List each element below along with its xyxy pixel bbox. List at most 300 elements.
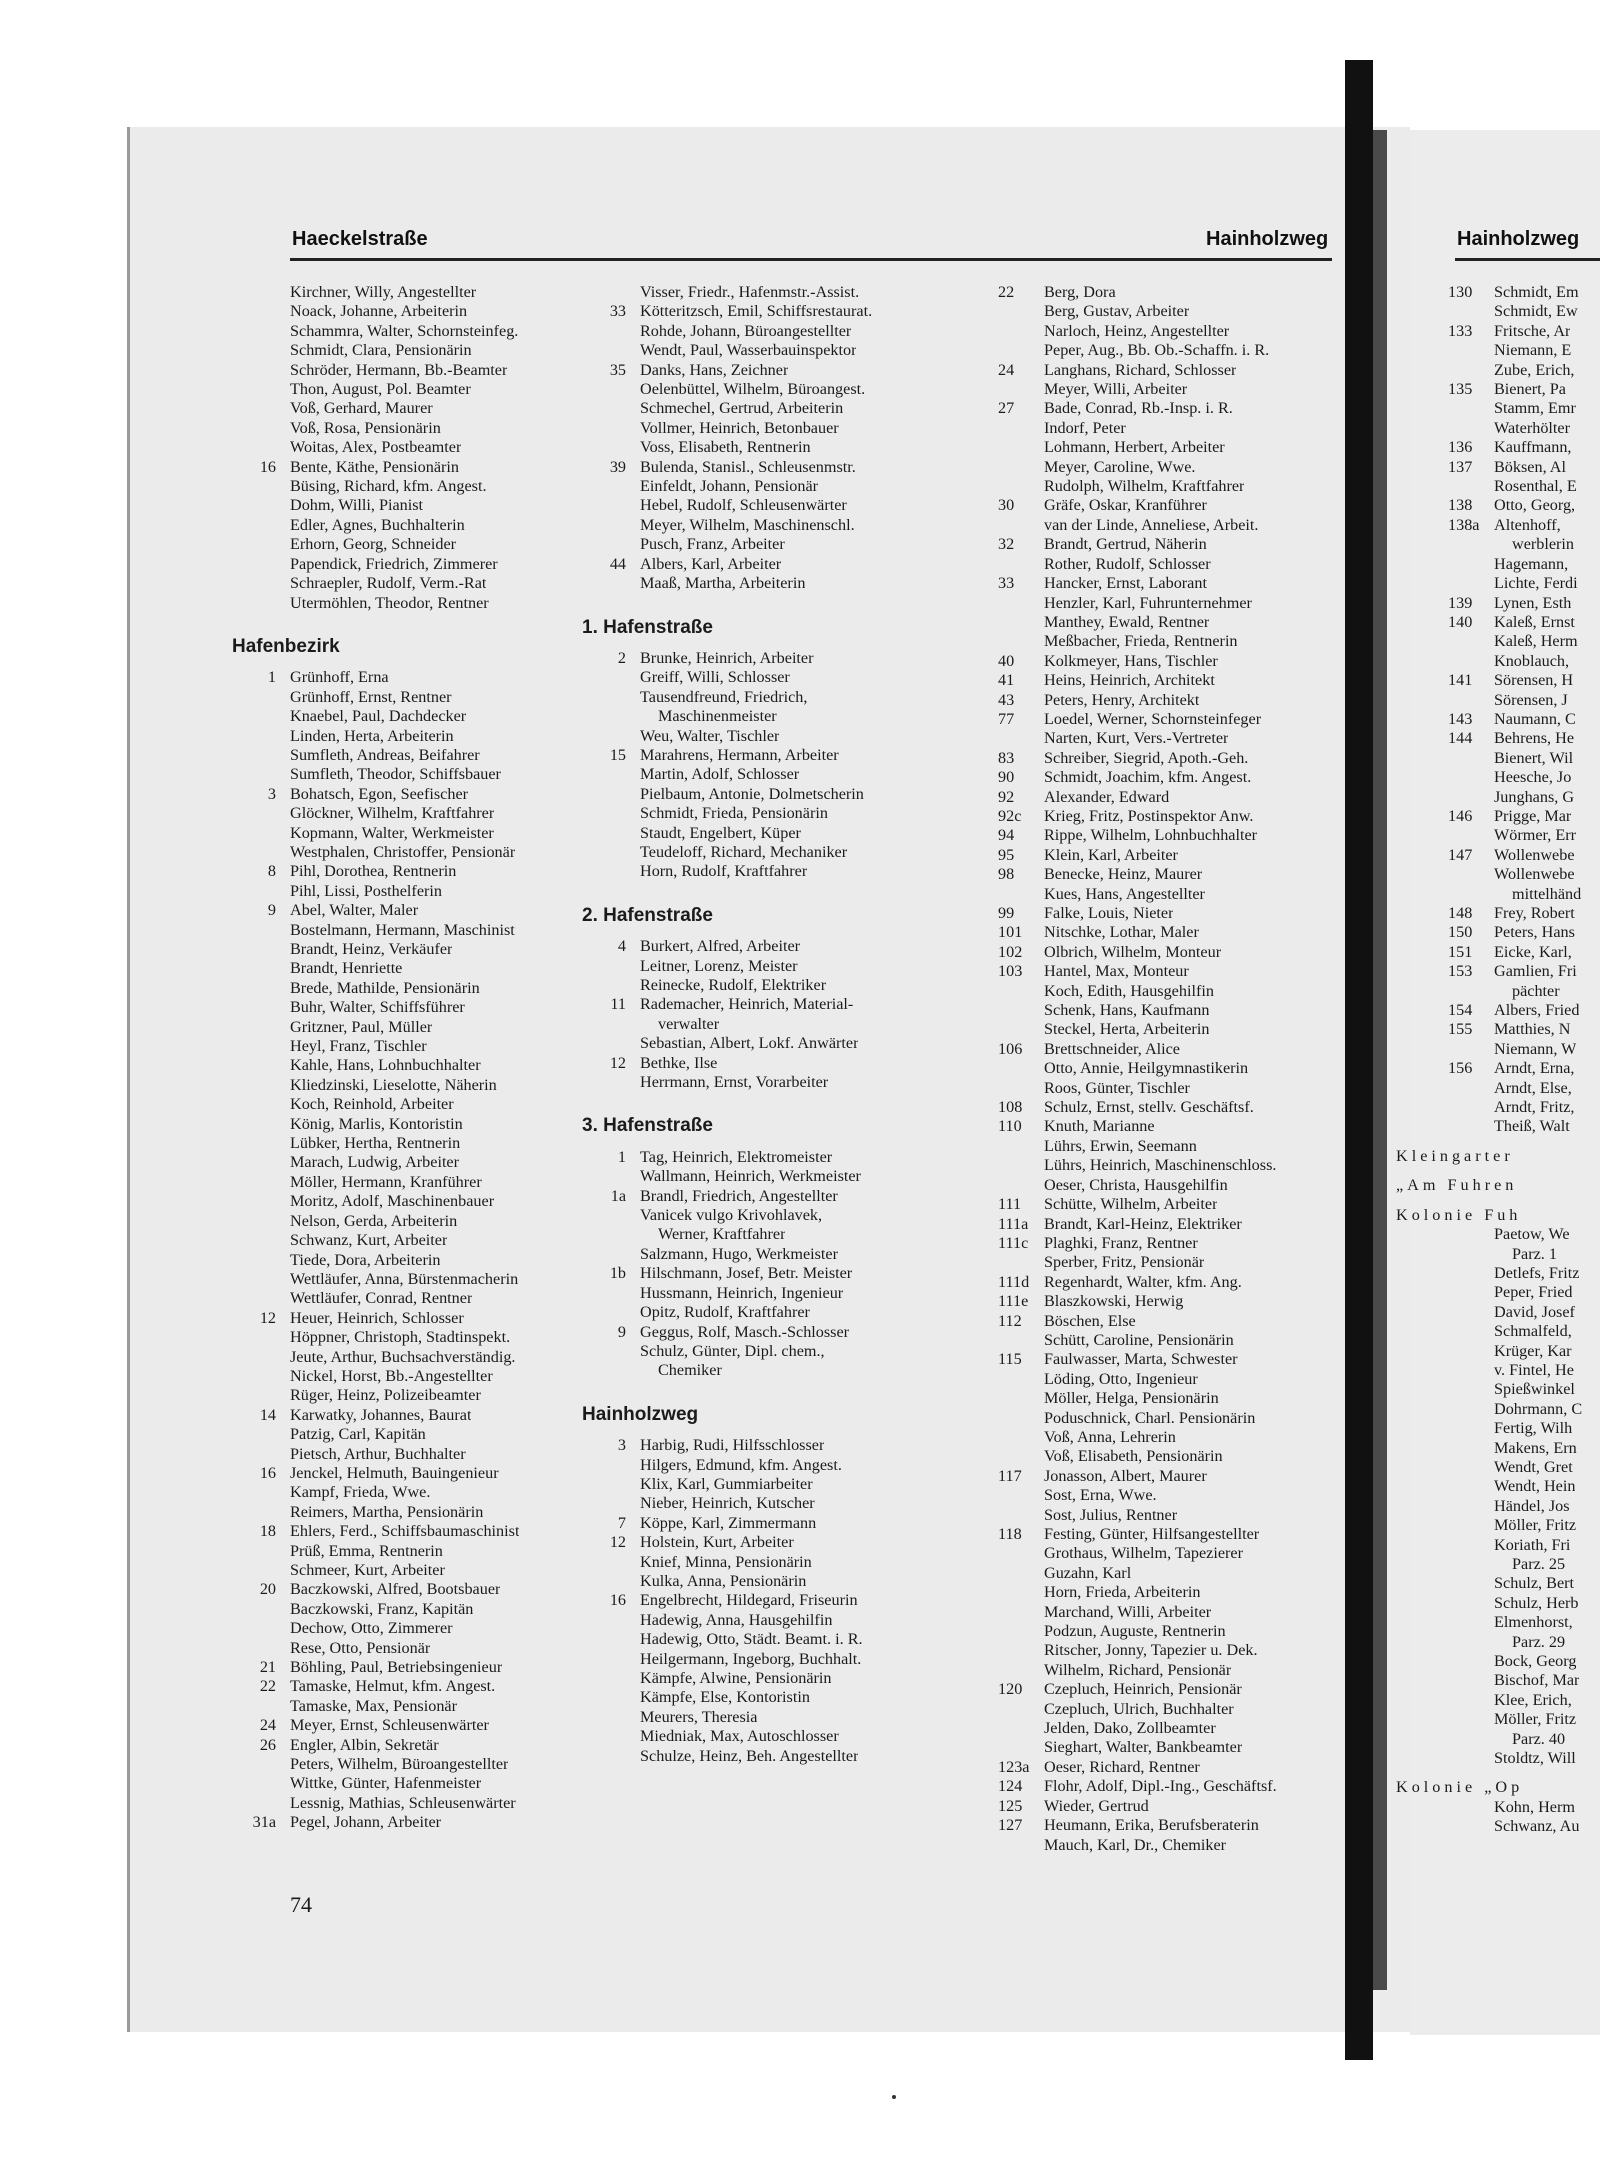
resident-text: Vanicek vulgo Krivohlavek,	[640, 1206, 823, 1225]
resident-text: Dechow, Otto, Zimmerer	[290, 1619, 453, 1638]
resident-text: Parz. 29	[1512, 1632, 1566, 1651]
resident-entry	[609, 1264, 985, 1283]
house-number: 127	[998, 1816, 1023, 1835]
house-number: 125	[998, 1796, 1023, 1815]
resident-text: Wallmann, Heinrich, Werkmeister	[640, 1167, 861, 1186]
resident-entry	[998, 1680, 1346, 1699]
resident-text: Linden, Herta, Arbeiterin	[290, 726, 454, 745]
resident-text: Händel, Jos	[1494, 1496, 1570, 1515]
resident-entry	[1448, 1594, 1600, 1613]
house-number: 111	[998, 1195, 1022, 1214]
house-number	[238, 438, 290, 457]
house-number: 154	[1448, 1001, 1473, 1020]
resident-entry	[998, 1525, 1346, 1544]
resident-entry	[1448, 1040, 1600, 1059]
resident-entry	[640, 1688, 985, 1707]
house-number	[238, 574, 290, 593]
resident-entry	[998, 1622, 1346, 1641]
resident-entry	[290, 1056, 630, 1075]
resident-entry	[290, 1095, 630, 1114]
resident-text: Krieg, Fritz, Postinspektor Anw.	[1044, 806, 1254, 825]
resident-text: Karwatky, Johannes, Baurat	[290, 1405, 472, 1424]
resident-text: Roos, Günter, Tischler	[1044, 1078, 1190, 1097]
house-number	[1448, 1342, 1494, 1361]
resident-text: Fritsche, Ar	[1494, 321, 1571, 340]
resident-entry	[640, 727, 985, 746]
resident-text: Parz. 40	[1512, 1729, 1566, 1748]
resident-entry	[998, 671, 1346, 690]
resident-entry	[617, 648, 985, 668]
house-number: 151	[1448, 942, 1473, 961]
house-number	[238, 1328, 290, 1347]
resident-entry	[998, 1137, 1346, 1156]
resident-text: Einfeldt, Johann, Pensionär	[640, 477, 819, 496]
house-number	[238, 516, 290, 535]
resident-text: Schmidt, Frieda, Pensionärin	[640, 804, 828, 823]
resident-entry	[640, 380, 985, 399]
house-number	[588, 1342, 640, 1361]
resident-entry	[609, 457, 985, 477]
resident-text: Nelson, Gerda, Arbeiterin	[290, 1211, 458, 1230]
house-number: 138	[1448, 496, 1473, 515]
resident-entry	[617, 1513, 985, 1533]
next-page-header-rule	[1455, 258, 1600, 261]
house-number	[588, 574, 640, 593]
resident-entry	[290, 824, 630, 843]
resident-entry	[1448, 1098, 1600, 1117]
house-number: 35	[609, 360, 626, 379]
house-number	[238, 1095, 290, 1114]
house-number: 111d	[998, 1272, 1030, 1291]
resident-entry	[1448, 302, 1600, 321]
header-rule	[290, 258, 1332, 261]
resident-text: Brandt, Gertrud, Näherin	[1044, 535, 1207, 554]
resident-entry	[998, 1797, 1346, 1816]
street-heading: Hafenbezirk	[232, 635, 340, 657]
resident-text: Kampf, Frieda, Wwe.	[290, 1483, 431, 1502]
house-number: 1a	[610, 1186, 626, 1205]
house-number: 117	[998, 1466, 1022, 1485]
house-number	[998, 885, 1044, 904]
house-number	[998, 1428, 1044, 1447]
resident-text: Holstein, Kurt, Arbeiter	[640, 1533, 794, 1552]
resident-entry	[1448, 807, 1600, 826]
book-spine	[1345, 60, 1373, 2060]
house-number	[1448, 341, 1494, 360]
resident-text: Bienert, Pa	[1494, 380, 1566, 399]
resident-text: König, Marlis, Kontoristin	[290, 1114, 463, 1133]
resident-text: Wendt, Paul, Wasserbauinspektor	[640, 341, 857, 360]
resident-text: Indorf, Peter	[1044, 418, 1126, 437]
resident-entry	[1448, 1671, 1600, 1690]
resident-entry	[267, 668, 630, 687]
resident-text: Wendt, Hein	[1494, 1477, 1576, 1496]
resident-entry	[640, 496, 985, 515]
resident-text: Arndt, Fritz,	[1494, 1098, 1575, 1117]
house-number	[238, 1697, 290, 1716]
resident-entry	[290, 707, 630, 726]
resident-text: Meyer, Ernst, Schleusenwärter	[290, 1716, 489, 1735]
house-number: 136	[1448, 438, 1473, 457]
resident-text: Kötteritzsch, Emil, Schiffsrestaurat.	[640, 302, 873, 321]
resident-entry	[610, 1186, 985, 1206]
resident-entry	[640, 1747, 985, 1766]
resident-entry	[259, 1580, 630, 1599]
resident-entry	[1448, 1001, 1600, 1020]
house-number	[238, 979, 290, 998]
resident-text: Matthies, N	[1494, 1020, 1571, 1039]
resident-text: Werner, Kraftfahrer	[658, 1225, 786, 1244]
resident-text: Peters, Wilhelm, Büroangestellter	[290, 1755, 509, 1774]
house-number: 83	[998, 748, 1015, 767]
resident-entry	[1448, 652, 1600, 671]
resident-text: Herrmann, Ernst, Vorarbeiter	[640, 1073, 829, 1092]
resident-entry	[998, 477, 1346, 496]
resident-entry	[290, 1483, 630, 1502]
resident-entry	[1448, 1691, 1600, 1710]
page-number: 74	[290, 1892, 312, 1917]
resident-entry	[1448, 1477, 1600, 1496]
house-number	[238, 688, 290, 707]
resident-text: Dohrmann, C	[1494, 1399, 1583, 1418]
resident-text: Jonasson, Albert, Maurer	[1044, 1466, 1207, 1485]
resident-text: Patzig, Carl, Kapitän	[290, 1425, 426, 1444]
resident-entry	[290, 804, 630, 823]
resident-text: Noack, Johanne, Arbeiterin	[290, 302, 468, 321]
resident-text: Stoldtz, Will	[1494, 1749, 1576, 1768]
resident-entry	[998, 1292, 1346, 1311]
house-number: 95	[998, 845, 1015, 864]
resident-text: Sörensen, H	[1494, 671, 1574, 690]
house-number	[998, 1603, 1044, 1622]
resident-text: Wettläufer, Conrad, Rentner	[290, 1289, 473, 1308]
resident-text: Lührs, Erwin, Seemann	[1044, 1136, 1197, 1155]
resident-entry	[290, 302, 630, 321]
resident-entry	[640, 843, 985, 862]
house-number	[1448, 555, 1494, 574]
resident-entry	[640, 341, 985, 360]
house-number: 1b	[609, 1264, 626, 1283]
resident-text: Maaß, Martha, Arbeiterin	[640, 574, 806, 593]
resident-entry	[998, 1020, 1346, 1039]
resident-text: Lübker, Hertha, Rentnerin	[290, 1134, 461, 1153]
resident-entry	[290, 1270, 630, 1289]
resident-text: Teudeloff, Richard, Mechaniker	[640, 842, 848, 861]
resident-entry	[290, 1386, 630, 1405]
house-number: 123a	[998, 1757, 1030, 1776]
resident-text: Bohatsch, Egon, Seefischer	[290, 784, 469, 803]
house-number	[238, 959, 290, 978]
resident-text: Altenhoff,	[1494, 515, 1561, 534]
resident-text: Lührs, Heinrich, Maschinenschloss.	[1044, 1156, 1277, 1175]
house-number	[588, 1456, 640, 1475]
resident-text: Bade, Conrad, Rb.-Insp. i. R.	[1044, 399, 1233, 418]
resident-text: Pegel, Johann, Arbeiter	[290, 1813, 442, 1832]
resident-text: Otto, Georg,	[1494, 496, 1576, 515]
house-number	[588, 477, 640, 496]
resident-text: Arndt, Else,	[1494, 1078, 1572, 1097]
house-number	[238, 707, 290, 726]
resident-entry	[290, 1212, 630, 1231]
resident-entry	[1448, 1225, 1600, 1244]
resident-entry	[1448, 1245, 1600, 1264]
house-number: 16	[259, 1463, 276, 1482]
house-number	[998, 1738, 1044, 1757]
resident-entry	[998, 380, 1346, 399]
house-number	[588, 1572, 640, 1591]
house-number	[238, 1270, 290, 1289]
resident-entry	[1448, 1380, 1600, 1399]
house-number: 16	[609, 1591, 626, 1610]
resident-entry	[998, 729, 1346, 748]
resident-entry	[1448, 1710, 1600, 1729]
resident-text: Möller, Fritz	[1494, 1516, 1577, 1535]
resident-text: Sebastian, Albert, Lokf. Anwärter	[640, 1034, 859, 1053]
resident-text: Kolkmeyer, Hans, Tischler	[1044, 651, 1218, 670]
house-number	[238, 882, 290, 901]
house-number	[1448, 1477, 1494, 1496]
house-number	[238, 399, 290, 418]
resident-entry	[1448, 361, 1600, 380]
house-number	[1448, 652, 1494, 671]
resident-entry	[610, 995, 985, 1014]
resident-entry	[640, 535, 985, 554]
resident-entry	[640, 1669, 985, 1688]
house-number	[238, 727, 290, 746]
resident-entry	[640, 804, 985, 823]
resident-entry	[998, 1079, 1346, 1098]
resident-text: Kaleß, Ernst	[1494, 612, 1575, 631]
house-number: 12	[259, 1308, 276, 1327]
resident-entry	[290, 1755, 630, 1774]
resident-text: Kohn, Herm	[1494, 1797, 1575, 1816]
house-number	[998, 1156, 1044, 1175]
resident-entry	[1448, 1117, 1600, 1136]
house-number	[588, 1727, 640, 1746]
house-number	[238, 1600, 290, 1619]
resident-entry	[617, 1436, 985, 1455]
house-number: 18	[259, 1522, 276, 1541]
resident-text: Jelden, Dako, Zollbeamter	[1044, 1719, 1216, 1738]
house-number: 90	[998, 768, 1015, 787]
house-number	[588, 1245, 640, 1264]
house-number	[998, 1020, 1044, 1039]
house-number	[998, 1253, 1044, 1272]
resident-text: pächter	[1512, 981, 1560, 1000]
resident-entry	[290, 727, 630, 746]
resident-text: Staudt, Engelbert, Küper	[640, 823, 801, 842]
resident-entry	[640, 1475, 985, 1494]
resident-entry	[640, 1708, 985, 1727]
resident-entry	[998, 1040, 1346, 1059]
resident-text: Hagemann,	[1494, 554, 1569, 573]
house-number	[588, 1073, 640, 1092]
resident-text: Mauch, Karl, Dr., Chemiker	[1044, 1835, 1227, 1854]
resident-entry	[998, 1719, 1346, 1738]
resident-entry	[640, 765, 985, 784]
house-number: 130	[1448, 283, 1473, 301]
resident-text: Möller, Helga, Pensionärin	[1044, 1389, 1219, 1408]
resident-entry	[998, 768, 1346, 787]
resident-text: Oelenbüttel, Wilhelm, Büroangest.	[640, 380, 866, 399]
resident-text: Voß, Elisabeth, Pensionärin	[1044, 1447, 1223, 1466]
next-page-header: Hainholzweg	[1457, 228, 1580, 250]
resident-text: Gräfe, Oskar, Kranführer	[1044, 496, 1207, 515]
resident-text: Höppner, Christoph, Stadtinspekt.	[290, 1328, 511, 1347]
resident-entry	[998, 1409, 1346, 1428]
house-number: 3	[267, 784, 276, 803]
house-number: 24	[259, 1716, 276, 1735]
column-2	[582, 283, 985, 1766]
house-number	[998, 341, 1044, 360]
resident-entry	[1448, 691, 1600, 710]
house-number	[238, 1018, 290, 1037]
resident-entry	[998, 749, 1346, 768]
resident-entry	[998, 1273, 1346, 1292]
resident-text: Hadewig, Anna, Hausgehilfin	[640, 1610, 833, 1629]
resident-text: Schröder, Hermann, Bb.-Beamter	[290, 360, 508, 379]
resident-text: Kahle, Hans, Lohnbuchhalter	[290, 1056, 481, 1075]
resident-entry	[259, 1463, 630, 1483]
house-number	[588, 1225, 640, 1244]
header-right-street: Hainholzweg	[1206, 228, 1329, 250]
colony-heading: Kolonie Fuh	[1396, 1205, 1522, 1224]
resident-entry	[1448, 1536, 1600, 1555]
house-number	[1448, 1749, 1494, 1768]
house-number	[238, 1134, 290, 1153]
house-number	[588, 1630, 640, 1649]
resident-entry	[998, 613, 1346, 632]
house-number	[998, 477, 1044, 496]
resident-text: Knief, Minna, Pensionärin	[640, 1552, 812, 1571]
resident-entry	[1448, 283, 1600, 302]
resident-text: Klix, Karl, Gummiarbeiter	[640, 1474, 813, 1493]
resident-entry	[640, 1167, 985, 1186]
resident-entry	[290, 1076, 630, 1095]
resident-entry	[998, 1583, 1346, 1602]
house-number: 7	[617, 1513, 626, 1532]
resident-text: Albers, Karl, Arbeiter	[640, 554, 782, 573]
house-number	[238, 746, 290, 765]
house-number	[588, 1611, 640, 1630]
house-number	[998, 1700, 1044, 1719]
resident-text: Pielbaum, Antonie, Dolmetscherin	[640, 784, 864, 803]
resident-text: Woitas, Alex, Postbeamter	[290, 438, 462, 457]
house-number: 8	[267, 862, 276, 881]
resident-entry	[290, 921, 630, 940]
resident-text: Klee, Erich,	[1494, 1690, 1572, 1709]
resident-text: Büsing, Richard, kfm. Angest.	[290, 477, 487, 496]
resident-text: Berg, Dora	[1044, 283, 1116, 301]
house-number	[1448, 1817, 1494, 1836]
resident-text: Ritscher, Jonny, Tapezier u. Dek.	[1044, 1641, 1258, 1660]
resident-entry	[290, 1134, 630, 1153]
resident-entry	[290, 1018, 630, 1037]
resident-entry	[267, 862, 630, 881]
resident-text: Nieber, Heinrich, Kutscher	[640, 1494, 815, 1513]
resident-entry	[640, 1650, 985, 1669]
resident-entry	[1448, 458, 1600, 477]
resident-text: Blaszkowski, Herwig	[1044, 1292, 1184, 1311]
resident-entry	[640, 322, 985, 341]
resident-entry	[640, 1456, 985, 1475]
resident-entry	[1448, 1419, 1600, 1438]
resident-text: Schmeer, Kurt, Arbeiter	[290, 1561, 445, 1579]
resident-entry	[998, 691, 1346, 710]
resident-entry	[640, 283, 985, 302]
house-number: 1	[267, 668, 276, 687]
resident-text: Thon, August, Pol. Beamter	[290, 380, 471, 399]
house-number	[238, 804, 290, 823]
resident-entry	[640, 399, 985, 418]
resident-entry	[259, 1716, 630, 1735]
resident-entry	[998, 923, 1346, 942]
resident-text: Prigge, Mar	[1494, 806, 1572, 825]
resident-entry	[1448, 1020, 1600, 1039]
house-number	[588, 1361, 640, 1380]
resident-entry	[640, 1342, 985, 1361]
house-number: 4	[617, 937, 626, 956]
resident-entry	[998, 1234, 1346, 1253]
resident-entry	[1448, 1555, 1600, 1574]
house-number	[238, 361, 290, 380]
resident-text: Lessnig, Mathias, Schleusenwärter	[290, 1793, 516, 1812]
house-number	[1448, 574, 1494, 593]
resident-entry	[290, 1348, 630, 1367]
house-number	[1448, 826, 1494, 845]
resident-entry	[640, 668, 985, 687]
house-number	[588, 862, 640, 881]
house-number: 9	[267, 901, 276, 920]
house-number: 22	[259, 1677, 276, 1696]
resident-text: Rüger, Heinz, Polizeibeamter	[290, 1386, 481, 1405]
house-number: 118	[998, 1525, 1022, 1543]
house-number: 103	[998, 962, 1023, 981]
resident-entry	[290, 1115, 630, 1134]
resident-entry	[1448, 1652, 1600, 1671]
resident-text: Langhans, Richard, Schlosser	[1044, 360, 1237, 379]
resident-entry	[640, 957, 985, 976]
resident-entry	[290, 1367, 630, 1386]
resident-entry	[998, 962, 1346, 981]
resident-entry	[640, 1572, 985, 1591]
resident-text: Parz. 25	[1512, 1555, 1566, 1573]
resident-entry	[1448, 904, 1600, 923]
house-number: 77	[998, 709, 1015, 728]
resident-entry	[998, 1506, 1346, 1525]
resident-text: Bethke, Ilse	[640, 1053, 718, 1072]
resident-text: Salzmann, Hugo, Werkmeister	[640, 1244, 838, 1263]
resident-entry	[290, 688, 630, 707]
house-number: 141	[1448, 671, 1473, 690]
resident-text: Utermöhlen, Theodor, Rentner	[290, 593, 489, 612]
resident-entry	[1448, 1516, 1600, 1535]
house-number	[588, 1206, 640, 1225]
resident-entry	[1448, 399, 1600, 418]
house-number: 40	[998, 651, 1015, 670]
resident-text: Erhorn, Georg, Schneider	[290, 535, 457, 554]
colony-heading: Kleingarter	[1396, 1146, 1514, 1165]
house-number	[238, 1755, 290, 1774]
resident-text: Guzahn, Karl	[1044, 1563, 1132, 1582]
house-number: 101	[998, 923, 1023, 942]
house-number: 153	[1448, 962, 1473, 981]
resident-entry	[998, 652, 1346, 671]
house-number	[238, 1115, 290, 1134]
resident-text: Buhr, Walter, Schiffsführer	[290, 998, 465, 1017]
resident-text: Pihl, Lissi, Posthelferin	[290, 881, 442, 900]
resident-text: Kliedzinski, Lieselotte, Näherin	[290, 1075, 497, 1094]
